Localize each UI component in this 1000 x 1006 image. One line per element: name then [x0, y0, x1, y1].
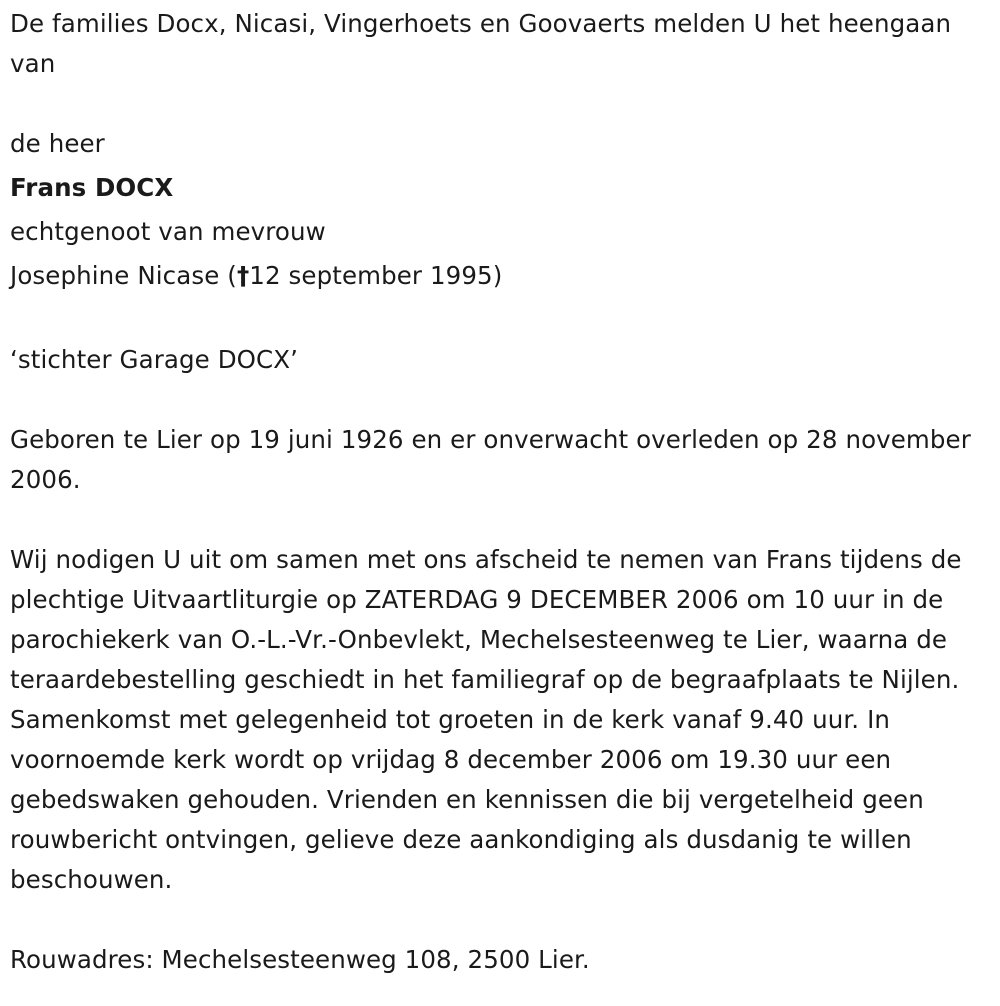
deceased-name: Frans DOCX [10, 173, 174, 202]
spacer [10, 500, 990, 540]
birth-death-text: Geboren te Lier op 19 juni 1926 en er onverwacht overleden op 28 november 2006. [10, 425, 971, 494]
deceased-title: ‘stichter Garage DOCX’ [10, 345, 299, 374]
intro-text: De families Docx, Nicasi, Vingerhoets en Goovaerts melden U het heengaan van [10, 9, 952, 78]
spacer [10, 900, 990, 940]
spouse-death-date: 12 september 1995) [249, 261, 503, 290]
spacer [10, 300, 990, 340]
cross-icon: † [236, 261, 250, 290]
death-notice [10, 4, 990, 980]
spacer [10, 84, 990, 124]
spacer [10, 380, 990, 420]
spouse-label: echtgenoot van mevrouw [10, 217, 326, 246]
invitation-text: Wij nodigen U uit om samen met ons afscheid te nemen van Frans tijdens de plechtige Uitvaartliturgie op ZATERDAG 9 DECEMBER 2006 om 10 uur in de parochiekerk van O.-L.-Vr.-Onbevlekt, Mechelsesteenweg te Lier, waarna de teraardebestelling geschiedt in het familiegraf op de begraafplaats te Nijlen. Samenkomst met gelegenheid tot groeten in de kerk vanaf 9.40 uur. In voornoemde kerk wordt op vrijdag 8 december 2006 om 19.30 uur een gebedswaken gehouden. Vrienden en kennissen die bij vergetelheid geen rouwbericht ontvingen, gelieve deze aankondiging als dusdanig te willen beschouwen. [10, 545, 962, 894]
spouse-name: Josephine Nicase ( [10, 261, 237, 290]
mourning-address: Rouwadres: Mechelsesteenweg 108, 2500 Lier. [10, 945, 590, 974]
honorific: de heer [10, 129, 105, 158]
spouse-line [10, 252, 990, 300]
